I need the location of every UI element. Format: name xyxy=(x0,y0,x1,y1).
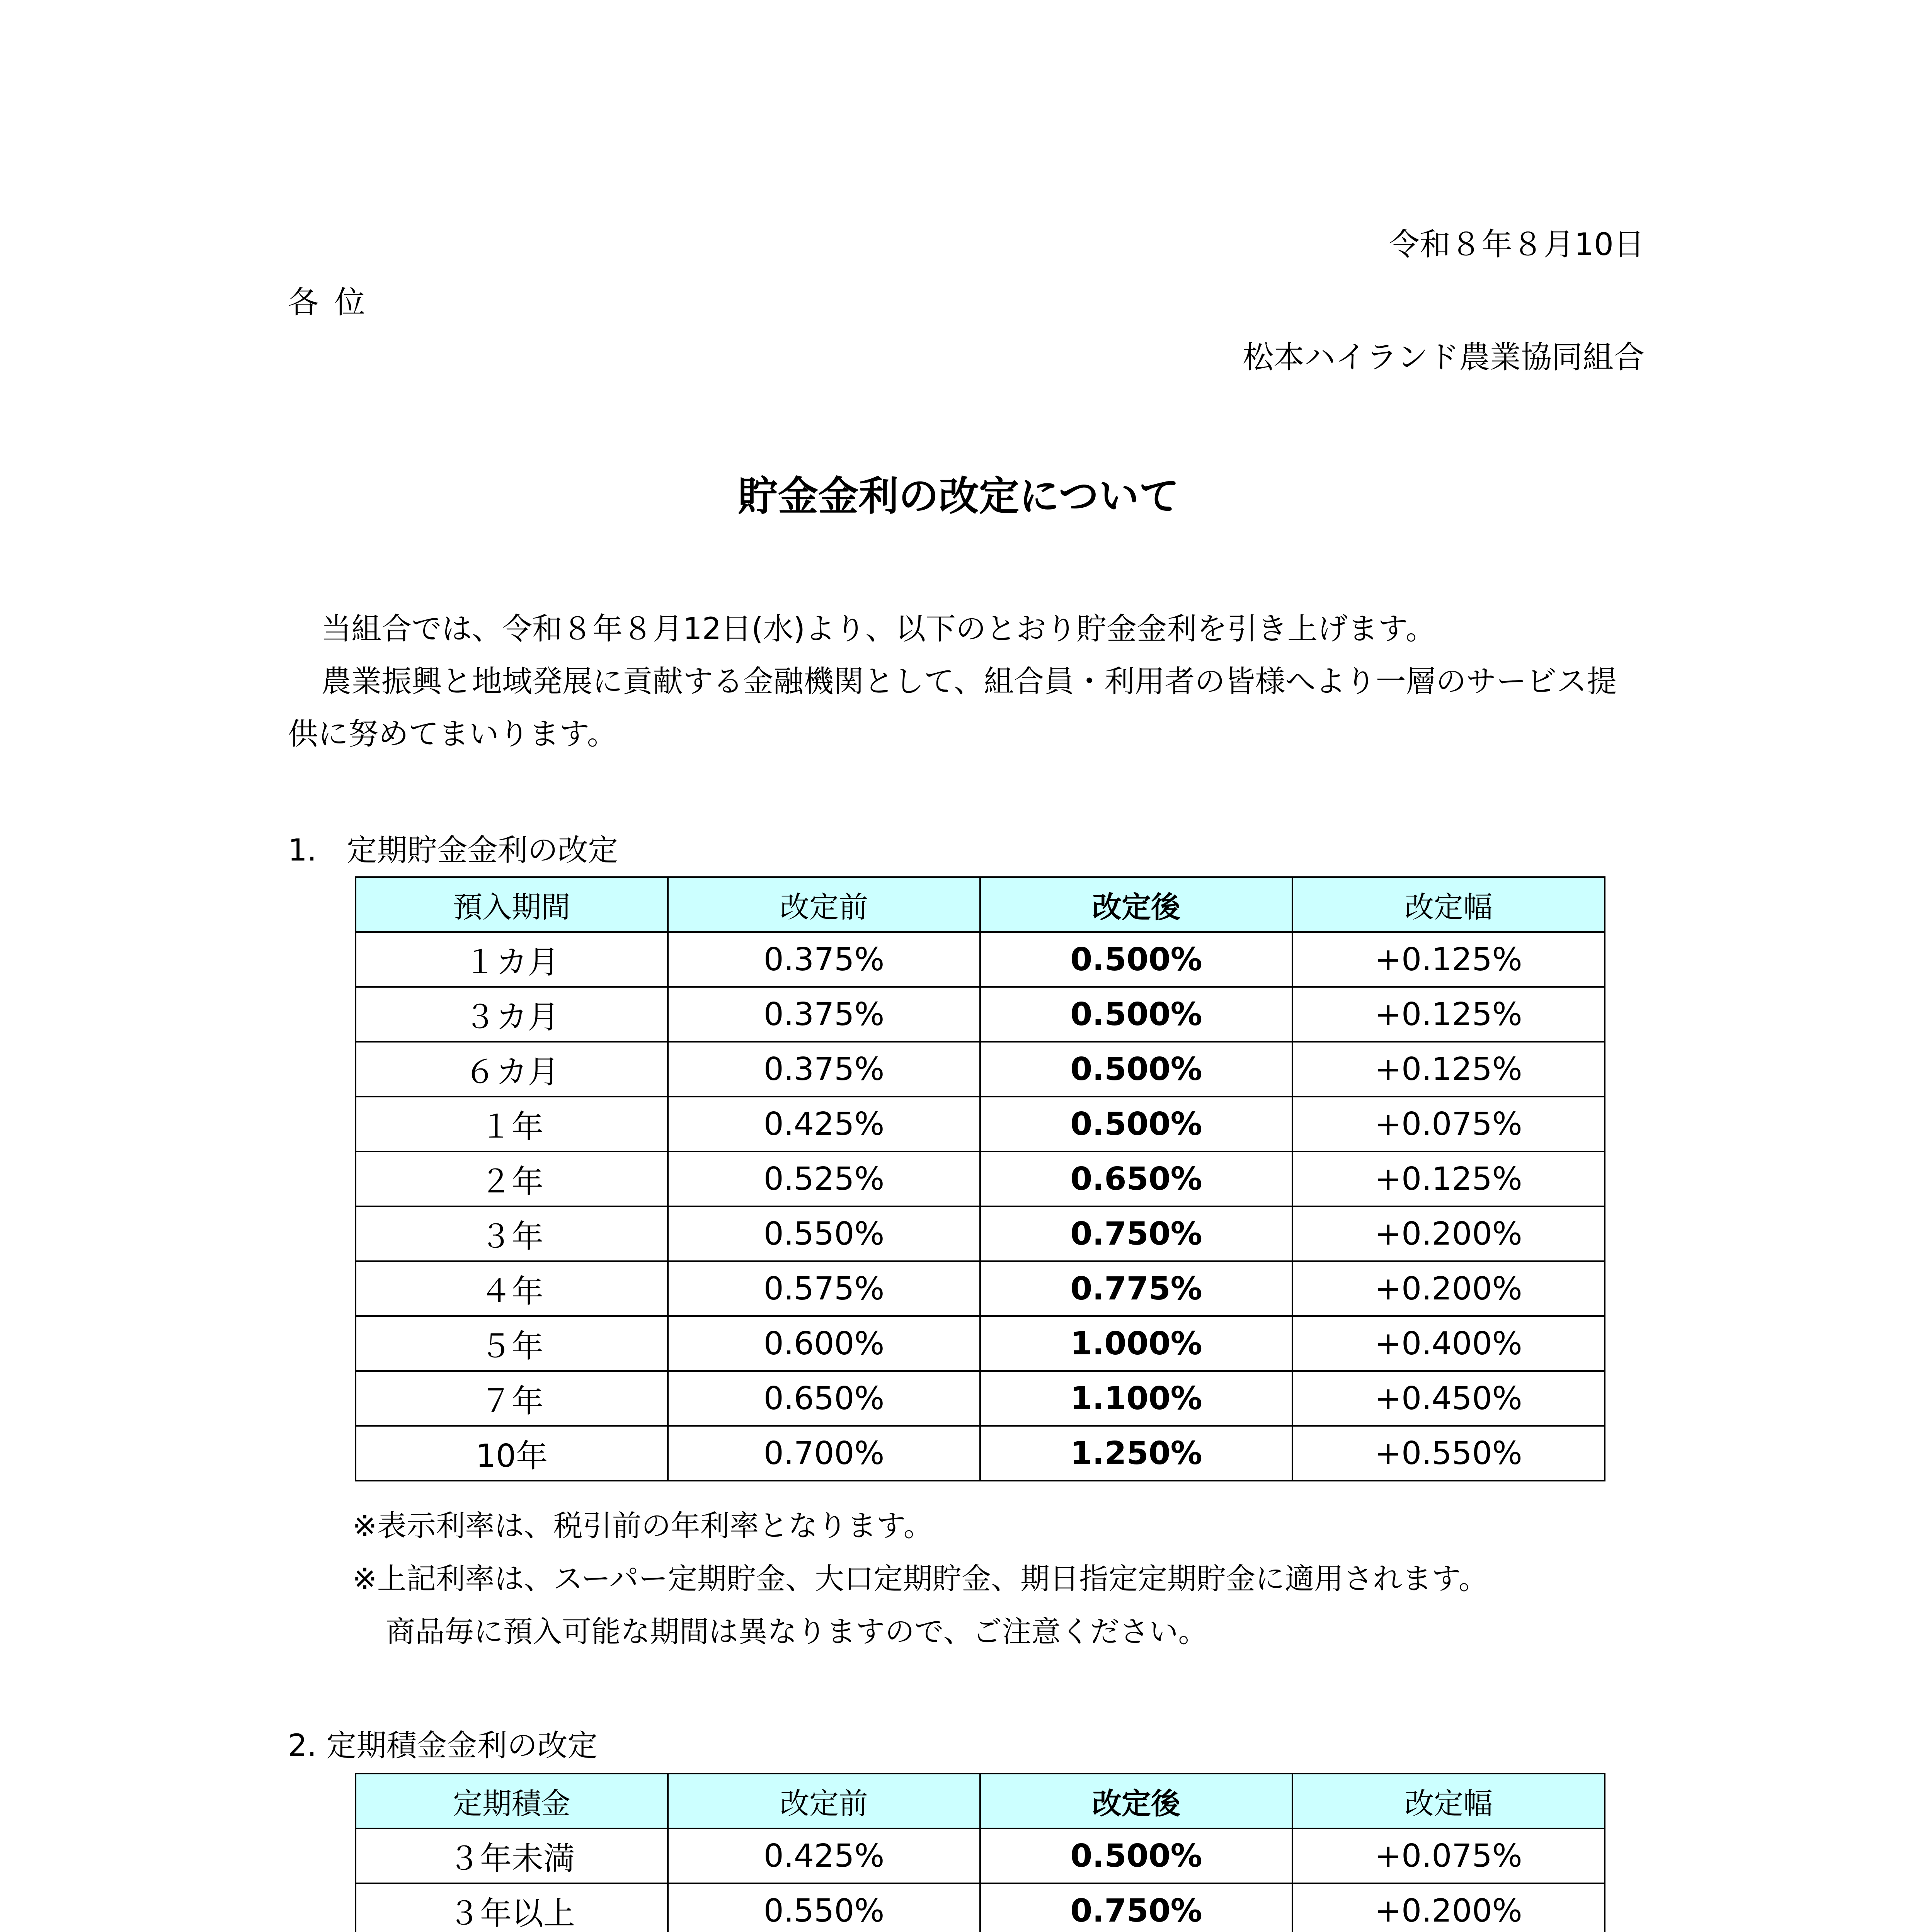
term-cell: 10年 xyxy=(356,1426,668,1481)
rate-change-cell: +0.450% xyxy=(1292,1371,1605,1426)
table-row xyxy=(356,1206,1605,1261)
term-cell: ３カ月 xyxy=(356,987,668,1042)
rate-change-cell: +0.125% xyxy=(1292,932,1605,987)
section-1-note-applicable: ※上記利率は、スーパー定期貯金、大口定期貯金、期日指定定期貯金に適用されます。 xyxy=(352,1561,1488,1596)
column-header-before: 改定前 xyxy=(668,1774,980,1828)
rate-before-cell: 0.550% xyxy=(668,1883,980,1932)
section-1-note-pretax: ※表示利率は、税引前の年利率となります。 xyxy=(352,1509,933,1543)
column-header-term: 定期積金 xyxy=(356,1774,668,1828)
rate-after-cell: 1.100% xyxy=(980,1371,1292,1426)
intro-paragraph-2: 農業振興と地域発展に貢献する金融機関として、組合員・利用者の皆様へより一層のサービス提供に努めてまいります。 xyxy=(288,664,1617,752)
column-header-change: 改定幅 xyxy=(1292,1774,1605,1828)
rate-change-cell: +0.075% xyxy=(1292,1097,1605,1151)
issuing-organization: 松本ハイランド農業協同組合 xyxy=(1243,339,1645,375)
rate-change-cell: +0.200% xyxy=(1292,1261,1605,1316)
installment-savings-rate-table xyxy=(355,1773,1605,1932)
table-row xyxy=(356,1042,1605,1097)
table-row xyxy=(356,1151,1605,1206)
table-header-row xyxy=(356,1774,1605,1828)
rate-change-cell: +0.075% xyxy=(1292,1828,1605,1883)
rate-before-cell: 0.375% xyxy=(668,932,980,987)
column-header-after: 改定後 xyxy=(980,1774,1292,1828)
rate-after-cell: 0.750% xyxy=(980,1206,1292,1261)
section-1-note-caution: 商品毎に預入可能な期間は異なりますので、ご注意ください。 xyxy=(386,1614,1208,1649)
rate-change-cell: +0.400% xyxy=(1292,1316,1605,1371)
term-cell: ３年 xyxy=(356,1206,668,1261)
rate-before-cell: 0.425% xyxy=(668,1828,980,1883)
intro-paragraph-1: 当組合では、令和８年８月12日(水)より、以下のとおり貯金金利を引き上げます。 xyxy=(321,612,1436,646)
rate-change-cell: +0.550% xyxy=(1292,1426,1605,1481)
table-row xyxy=(356,987,1605,1042)
rate-after-cell: 0.500% xyxy=(980,1828,1292,1883)
rate-change-cell: +0.125% xyxy=(1292,1042,1605,1097)
rate-before-cell: 0.650% xyxy=(668,1371,980,1426)
term-cell: ３年未満 xyxy=(356,1828,668,1883)
term-cell: ２年 xyxy=(356,1151,668,1206)
table-row xyxy=(356,1426,1605,1481)
rate-before-cell: 0.700% xyxy=(668,1426,980,1481)
table-row xyxy=(356,1371,1605,1426)
rate-before-cell: 0.375% xyxy=(668,987,980,1042)
rate-change-cell: +0.200% xyxy=(1292,1883,1605,1932)
term-cell: ４年 xyxy=(356,1261,668,1316)
rate-after-cell: 1.000% xyxy=(980,1316,1292,1371)
section-2-heading: 2. 定期積金金利の改定 xyxy=(288,1728,598,1763)
term-cell: １年 xyxy=(356,1097,668,1151)
rate-after-cell: 0.500% xyxy=(980,932,1292,987)
table-row xyxy=(356,1883,1605,1932)
rate-before-cell: 0.375% xyxy=(668,1042,980,1097)
rate-before-cell: 0.525% xyxy=(668,1151,980,1206)
rate-change-cell: +0.125% xyxy=(1292,1151,1605,1206)
column-header-term: 預入期間 xyxy=(356,877,668,932)
table-row xyxy=(356,1261,1605,1316)
rate-after-cell: 0.775% xyxy=(980,1261,1292,1316)
document-date: 令和８年８月10日 xyxy=(1389,226,1645,262)
rate-change-cell: +0.125% xyxy=(1292,987,1605,1042)
table-header-row xyxy=(356,877,1605,932)
rate-after-cell: 0.750% xyxy=(980,1883,1292,1932)
table-row xyxy=(356,1097,1605,1151)
rate-change-cell: +0.200% xyxy=(1292,1206,1605,1261)
column-header-after: 改定後 xyxy=(980,877,1292,932)
table-row xyxy=(356,1828,1605,1883)
rate-after-cell: 0.650% xyxy=(980,1151,1292,1206)
table-row xyxy=(356,932,1605,987)
addressee: 各位 xyxy=(288,284,381,320)
term-cell: ７年 xyxy=(356,1371,668,1426)
rate-after-cell: 0.500% xyxy=(980,1042,1292,1097)
section-1-heading: 1. 定期貯金金利の改定 xyxy=(288,833,618,868)
term-cell: ５年 xyxy=(356,1316,668,1371)
fixed-deposit-rate-table xyxy=(355,876,1605,1481)
rate-before-cell: 0.575% xyxy=(668,1261,980,1316)
table-row xyxy=(356,1316,1605,1371)
rate-after-cell: 1.250% xyxy=(980,1426,1292,1481)
rate-after-cell: 0.500% xyxy=(980,1097,1292,1151)
rate-before-cell: 0.600% xyxy=(668,1316,980,1371)
document-title: 貯金金利の改定について xyxy=(738,473,1179,520)
rate-after-cell: 0.500% xyxy=(980,987,1292,1042)
term-cell: ３年以上 xyxy=(356,1883,668,1932)
column-header-before: 改定前 xyxy=(668,877,980,932)
term-cell: ６カ月 xyxy=(356,1042,668,1097)
rate-before-cell: 0.425% xyxy=(668,1097,980,1151)
rate-before-cell: 0.550% xyxy=(668,1206,980,1261)
column-header-change: 改定幅 xyxy=(1292,877,1605,932)
term-cell: １カ月 xyxy=(356,932,668,987)
